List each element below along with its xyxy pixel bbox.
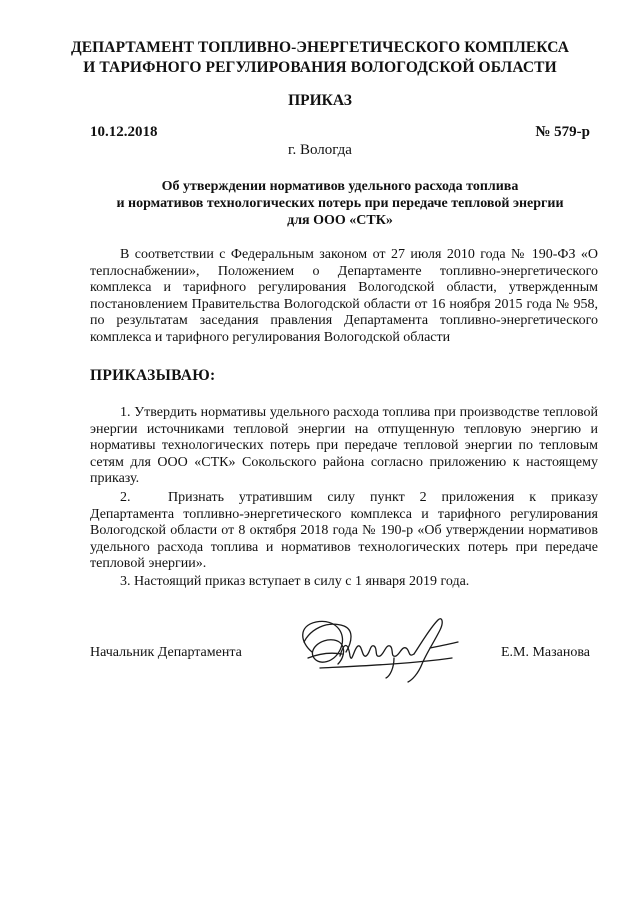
order-item-1: 1. Утвердить нормативы удельного расхода топлива при производстве тепловой энергии источниками тепловой энергии на отпущенную тепловую энергию и нормативы технологических потерь при передаче тепловой энергии по тепловым сетям для ООО «СТК» Сокольского района согласно приложению к настоящему приказу. — [90, 405, 598, 486]
order-item-2-text: Признать утратившим силу пункт 2 приложения к приказу Департамента топливно-энергетического комплекса и тарифного регулирования Вологодской области от 8 октября 2018 года № 190-р «Об утверждении нормативов удельного расхода топлива и нормативов технологических потерь при передаче тепловой энергии». — [90, 490, 598, 571]
document-subject — [90, 178, 590, 229]
decree-word: ПРИКАЗЫВАЮ: — [90, 367, 216, 384]
subject-line-2: и нормативов технологических потерь при передаче тепловой энергии — [116, 196, 564, 211]
subject-line-1: Об утверждении нормативов удельного расхода топлива — [161, 179, 519, 194]
document-number: № 579-р — [535, 124, 590, 140]
subject-line-3: для ООО «СТК» — [287, 213, 393, 228]
department-line-1: ДЕПАРТАМЕНТ ТОПЛИВНО-ЭНЕРГЕТИЧЕСКОГО КОМПЛЕКСА — [70, 39, 570, 56]
handwritten-signature — [290, 612, 470, 684]
order-item-3: 3. Настоящий приказ вступает в силу с 1 января 2019 года. — [120, 574, 470, 589]
order-item-2-number: 2. — [120, 490, 131, 505]
signatory-position: Начальник Департамента — [90, 645, 242, 660]
signatory-name: Е.М. Мазанова — [500, 645, 590, 660]
document-type: ПРИКАЗ — [288, 92, 352, 109]
department-header — [60, 38, 580, 78]
order-item-2 — [90, 490, 598, 573]
document-date: 10.12.2018 — [90, 124, 158, 140]
preamble-paragraph: В соответствии с Федеральным законом от 27 июля 2010 года № 190-ФЗ «О теплоснабжении», Положением о Департаменте топливно-энергетического комплекса и тарифного регулирования Вологодской области, утвержденным постановлением Правительства Вологодской области от 16 ноября 2015 года № 958, по результатам заседания правления Департамента топливно-энергетического комплекса и тарифного регулирования Вологодской области — [90, 247, 598, 345]
department-line-2: И ТАРИФНОГО РЕГУЛИРОВАНИЯ ВОЛОГОДСКОЙ ОБЛАСТИ — [83, 59, 557, 76]
document-city: г. Вологда — [288, 142, 352, 158]
